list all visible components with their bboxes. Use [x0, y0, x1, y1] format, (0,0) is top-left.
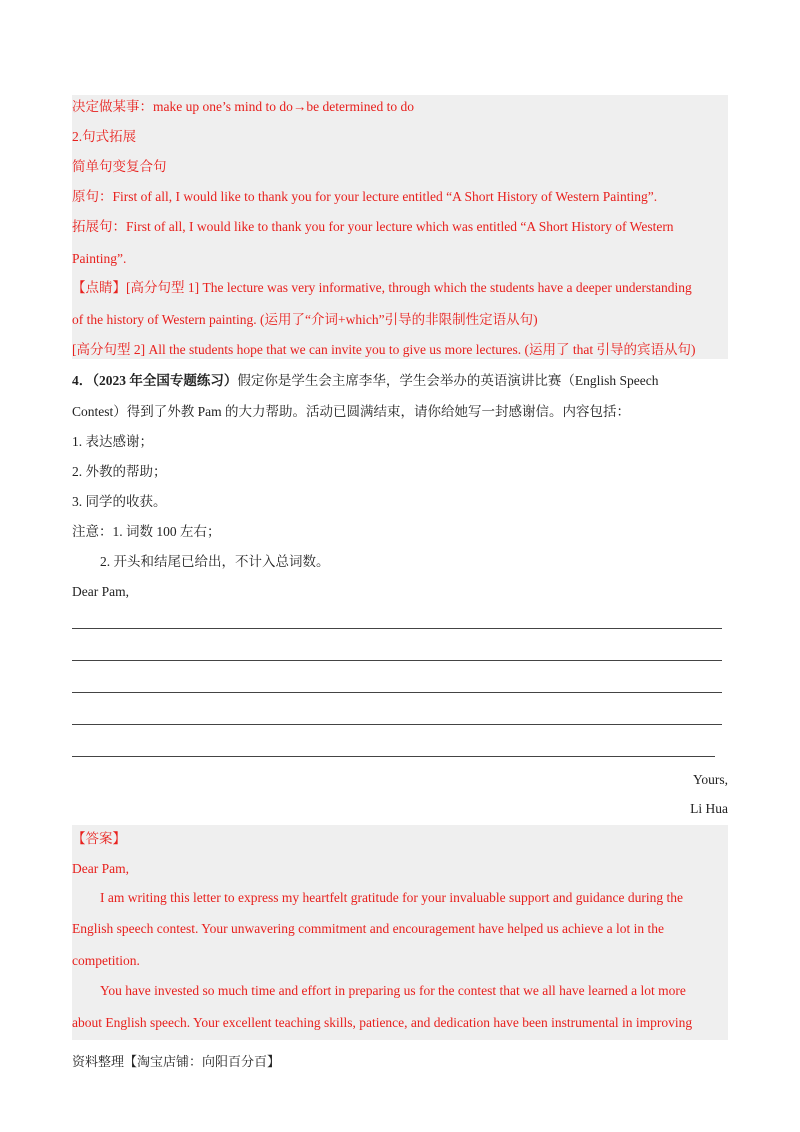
answer-salutation: Dear Pam, [72, 861, 129, 876]
original-sentence: 原句：First of all, I would like to thank you for your lecture entitled “A Short History of Western Painting”. [72, 189, 658, 204]
answer-paragraph-line: You have invested so much time and effort in preparing us for the contest that we all have learned a lot more [100, 983, 686, 998]
question-source: （2023 年全国专题练习） [92, 373, 238, 388]
highlight-sentence-1-cont: of the history of Western painting. (运用了“介词+which”引导的非限制性定语从句) [72, 312, 538, 327]
writing-line[interactable] [72, 692, 722, 693]
expanded-sentence: 拓展句：First of all, I would like to thank you for your lecture which was entitled “A Short History of Western [72, 219, 674, 234]
page-footer: 资料整理【淘宝店铺：向阳百分百】 [72, 1055, 281, 1070]
answer-paragraph-line: about English speech. Your excellent teaching skills, patience, and dedication have been instrumental in improving [72, 1015, 693, 1030]
requirement-item: 3. 同学的收获。 [72, 494, 167, 509]
writing-line[interactable] [72, 724, 722, 725]
letter-closing: Yours, [692, 772, 728, 787]
phrase-line: 决定做某事：make up one’s mind to do→be determined to do [72, 99, 414, 114]
requirement-item: 2. 外教的帮助； [72, 464, 167, 479]
question-number: 4． [72, 373, 93, 388]
letter-salutation: Dear Pam, [72, 584, 129, 599]
question-heading [72, 373, 659, 389]
expanded-sentence-cont: Painting”. [72, 251, 127, 266]
subheading: 简单句变复合句 [72, 159, 167, 174]
requirement-item: 1. 表达感谢； [72, 434, 153, 449]
question-prompt: 假定你是学生会主席李华，学生会举办的英语演讲比赛（English Speech [237, 373, 659, 388]
highlight-sentence-2: [高分句型 2] All the students hope that we can invite you to give us more lectures. (运用了 that 引导的宾语从句) [72, 342, 696, 357]
writing-line[interactable] [72, 660, 722, 661]
note-item: 注意：1. 词数 100 左右； [72, 524, 221, 539]
answer-paragraph-line: English speech contest. Your unwavering commitment and encouragement have helped us achieve a lot in the [72, 921, 664, 936]
highlight-sentence-1: 【点睛】[高分句型 1] The lecture was very informative, through which the students have a deeper understanding [72, 280, 692, 295]
note-item: 2. 开头和结尾已给出，不计入总词数。 [100, 554, 330, 569]
question-prompt-cont: Contest）得到了外教 Pam 的大力帮助。活动已圆满结束，请你给她写一封感谢信。内容包括： [72, 404, 631, 419]
answer-paragraph-line: I am writing this letter to express my heartfelt gratitude for your invaluable support and guidance during the [100, 890, 683, 905]
section-heading: 2.句式拓展 [72, 129, 137, 144]
writing-line[interactable] [72, 628, 722, 629]
answer-paragraph-line: competition. [72, 953, 140, 968]
writing-line[interactable] [72, 756, 715, 757]
letter-signature: Li Hua [690, 801, 728, 816]
answer-label: 【答案】 [72, 831, 126, 846]
